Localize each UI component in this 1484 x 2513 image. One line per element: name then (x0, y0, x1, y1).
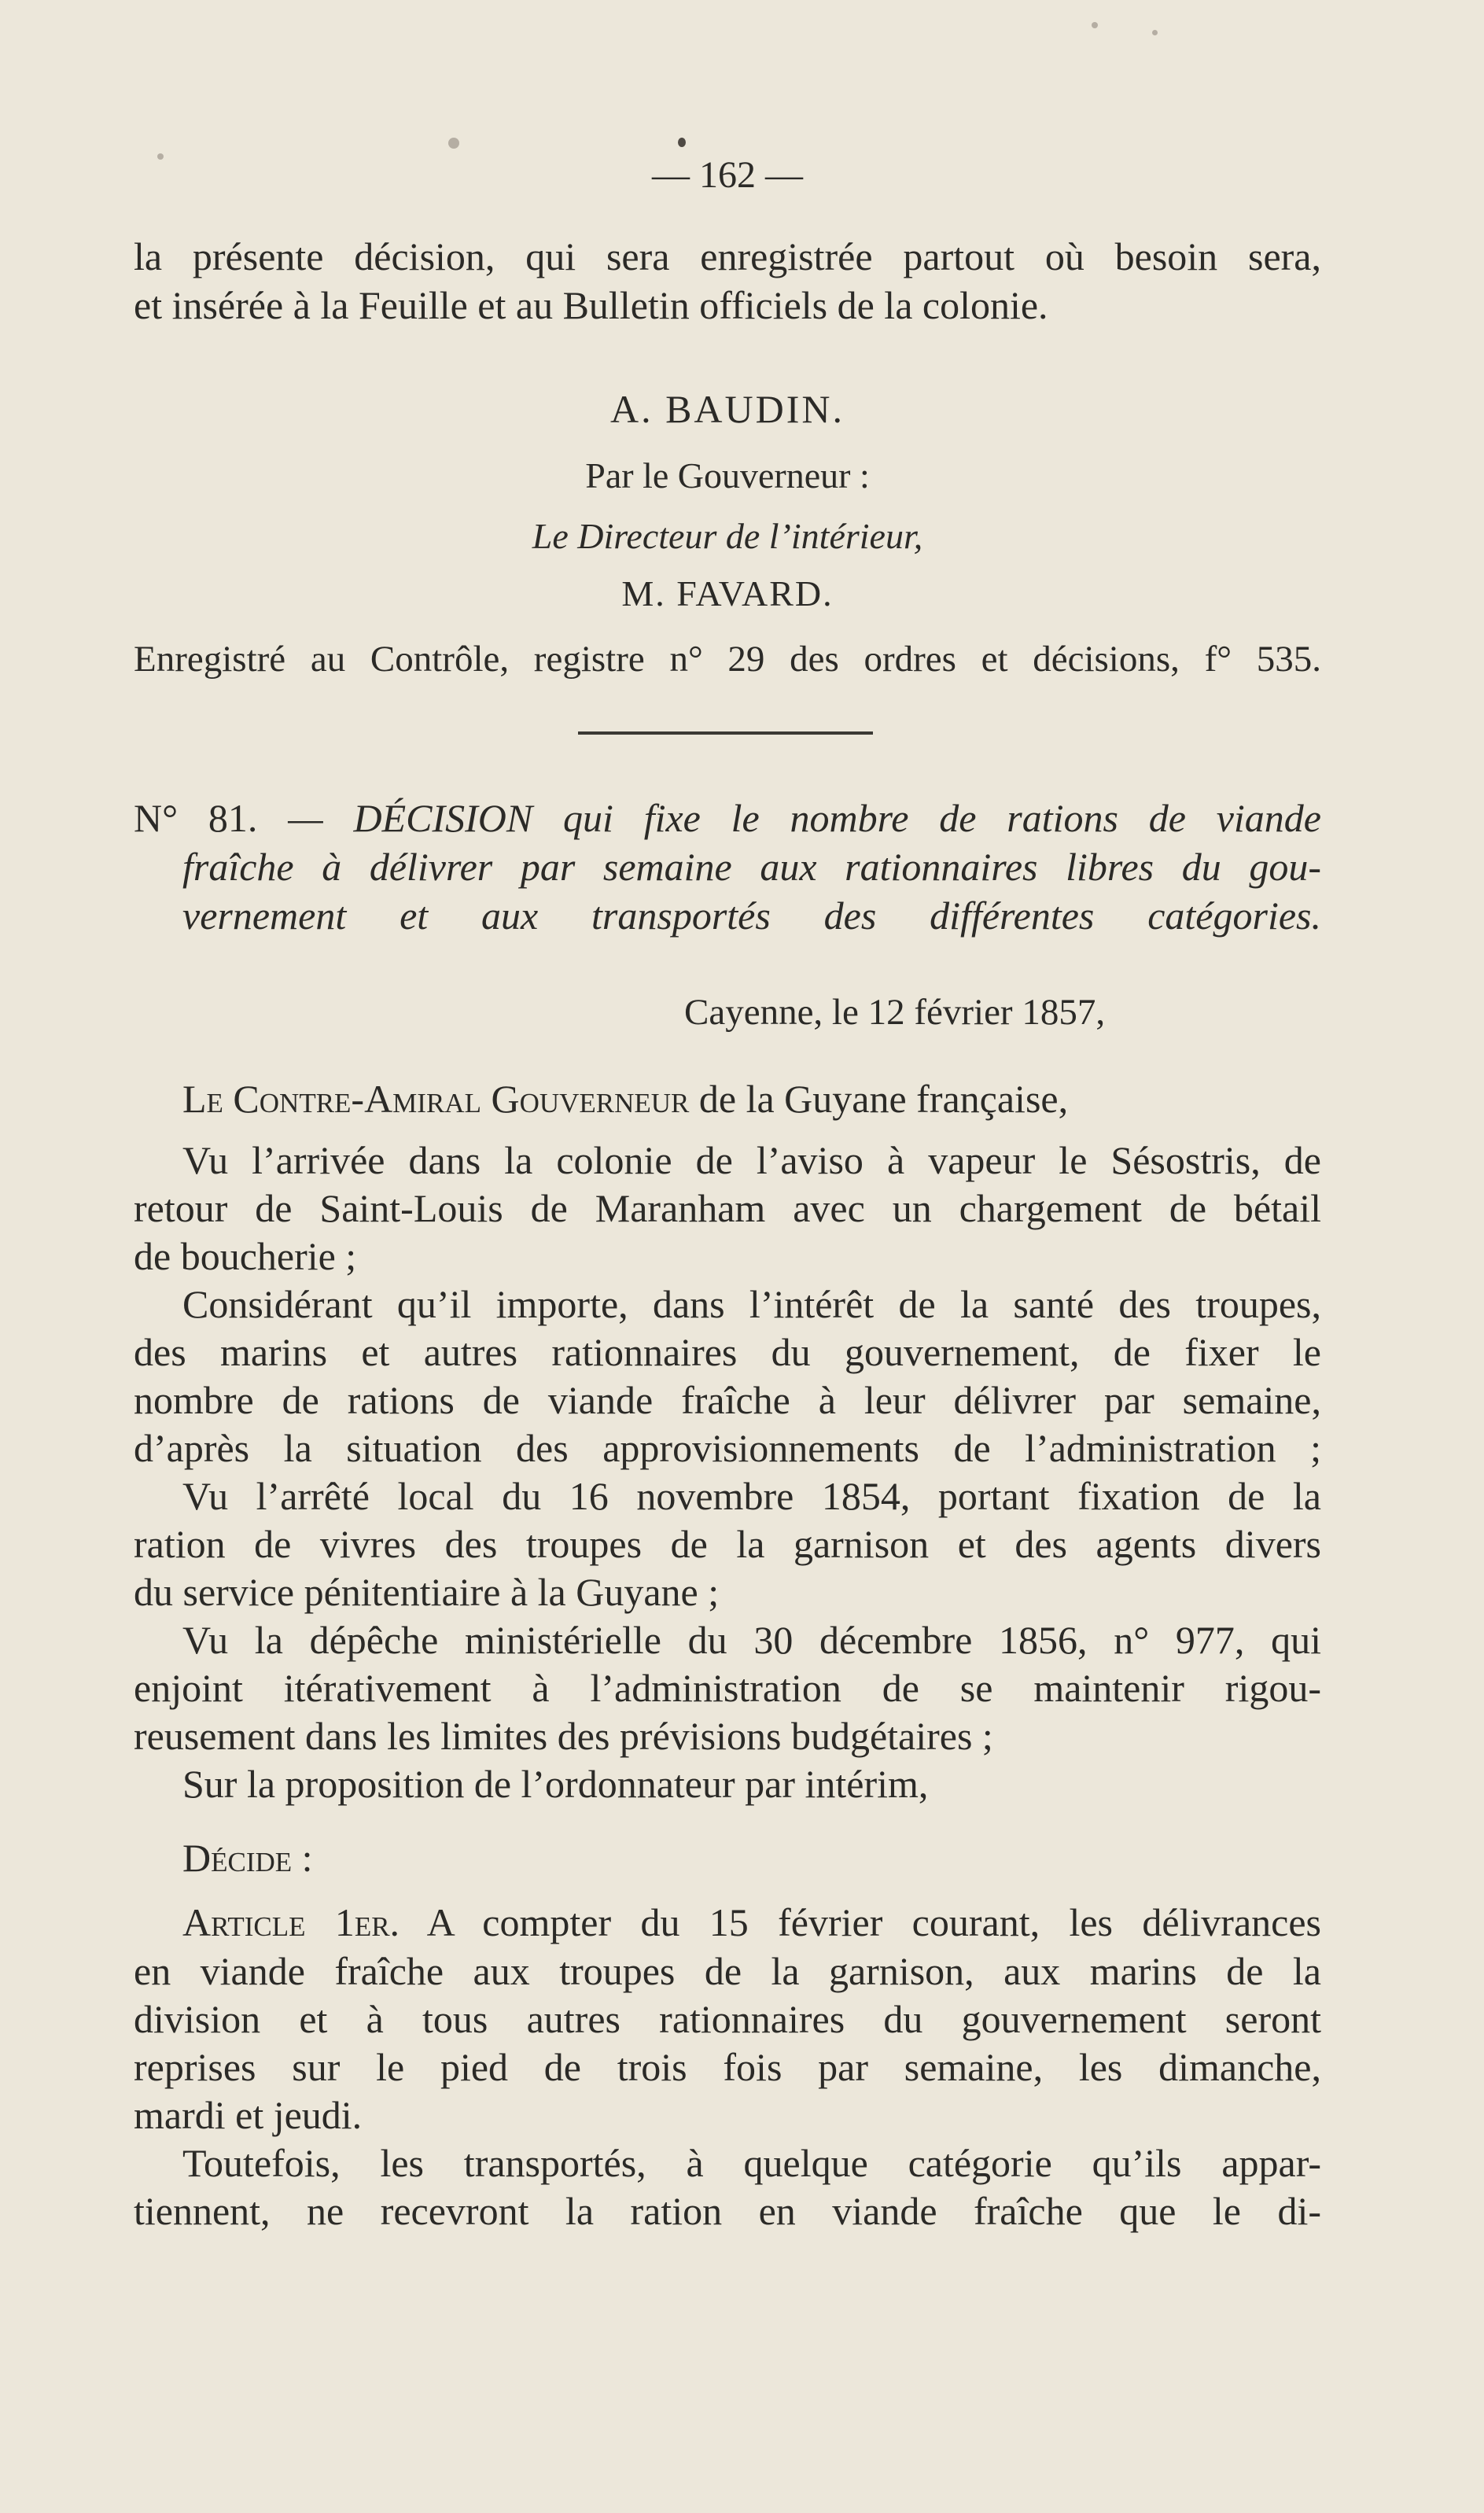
body-text-line: de boucherie ; (134, 1234, 357, 1278)
signatory-name: A. BAUDIN. (609, 387, 845, 431)
body-text-line: du service pénitentiaire à la Guyane ; (134, 1570, 720, 1614)
article-text-line: mardi et jeudi. (134, 2093, 363, 2137)
article-text: A compter du 15 février courant, les délivrances (400, 1900, 1321, 1944)
article-1-line (182, 1899, 1321, 1946)
intro-line-2: et insérée à la Feuille et au Bulletin officiels de la colonie. (134, 283, 1048, 327)
director-title: Le Directeur de l’intérieur, (532, 516, 923, 556)
decide-heading: Décide : (182, 1836, 313, 1880)
body-text-line: retour de Saint-Louis de Maranham avec un chargement de bétail (134, 1186, 1321, 1230)
decision-date: Cayenne, le 12 février 1857, (684, 992, 1106, 1033)
article-text-line: division et à tous autres rationnaires du gouvernement seront (134, 1997, 1321, 2041)
paper-speck (1092, 22, 1098, 28)
paper-speck (448, 138, 459, 149)
by-governor-line: Par le Gouverneur : (585, 455, 870, 496)
body-text-line: Considérant qu’il importe, dans l’intérêt de la santé des troupes, (182, 1282, 1321, 1326)
body-text-line: Vu la dépêche ministérielle du 30 décembre 1856, n° 977, qui (182, 1618, 1321, 1662)
body-text-line: reusement dans les limites des prévisions budgétaires ; (134, 1714, 993, 1758)
governor-rest: de la Guyane française, (689, 1077, 1069, 1121)
governor-line (182, 1075, 1321, 1122)
article-label: Article 1er. (182, 1900, 400, 1944)
page-number: — 162 — (652, 154, 803, 196)
body-text-line: Sur la proposition de l’ordonnateur par intérim, (182, 1762, 929, 1806)
body-text-line: d’après la situation des approvisionnements de l’administration ; (134, 1426, 1321, 1470)
decision-heading-line-3: vernement et aux transportés des différentes catégories. (182, 894, 1321, 938)
intro-line-1: la présente décision, qui sera enregistrée partout où besoin sera, (134, 234, 1321, 278)
body-text-line: Vu l’arrivée dans la colonie de l’aviso à vapeur le Sésostris, de (182, 1138, 1321, 1182)
director-name: M. FAVARD. (621, 573, 834, 614)
decision-title-start: — DÉCISION qui fixe le nombre de rations de viande (288, 796, 1321, 840)
body-text-line: Vu l’arrêté local du 16 novembre 1854, portant fixation de la (182, 1474, 1321, 1518)
body-text-line: des marins et autres rationnaires du gouvernement, de fixer le (134, 1330, 1321, 1374)
article-text-line: reprises sur le pied de trois fois par semaine, les dimanche, (134, 2045, 1321, 2089)
section-divider (578, 731, 873, 735)
article-text-line: tiennent, ne recevront la ration en viande fraîche que le di- (134, 2189, 1321, 2233)
body-text-line: enjoint itérativement à l’administration de se maintenir rigou- (134, 1666, 1321, 1710)
governor-title: Le Contre-Amiral Gouverneur (182, 1077, 690, 1121)
body-text-line: ration de vivres des troupes de la garnison et des agents divers (134, 1522, 1321, 1566)
article-text-line: Toutefois, les transportés, à quelque catégorie qu’ils appar- (182, 2141, 1321, 2185)
body-text-line: nombre de rations de viande fraîche à leur délivrer par semaine, (134, 1378, 1321, 1422)
decision-heading-line-2: fraîche à délivrer par semaine aux rationnaires libres du gou- (182, 845, 1321, 889)
decision-number: N° 81. (134, 796, 258, 840)
article-text-line: en viande fraîche aux troupes de la garnison, aux marins de la (134, 1949, 1321, 1993)
registration-note: Enregistré au Contrôle, registre n° 29 des ordres et décisions, f° 535. (134, 639, 1321, 680)
paper-speck (678, 138, 686, 147)
paper-speck (1152, 30, 1158, 35)
decision-heading-line-1 (134, 794, 1321, 842)
